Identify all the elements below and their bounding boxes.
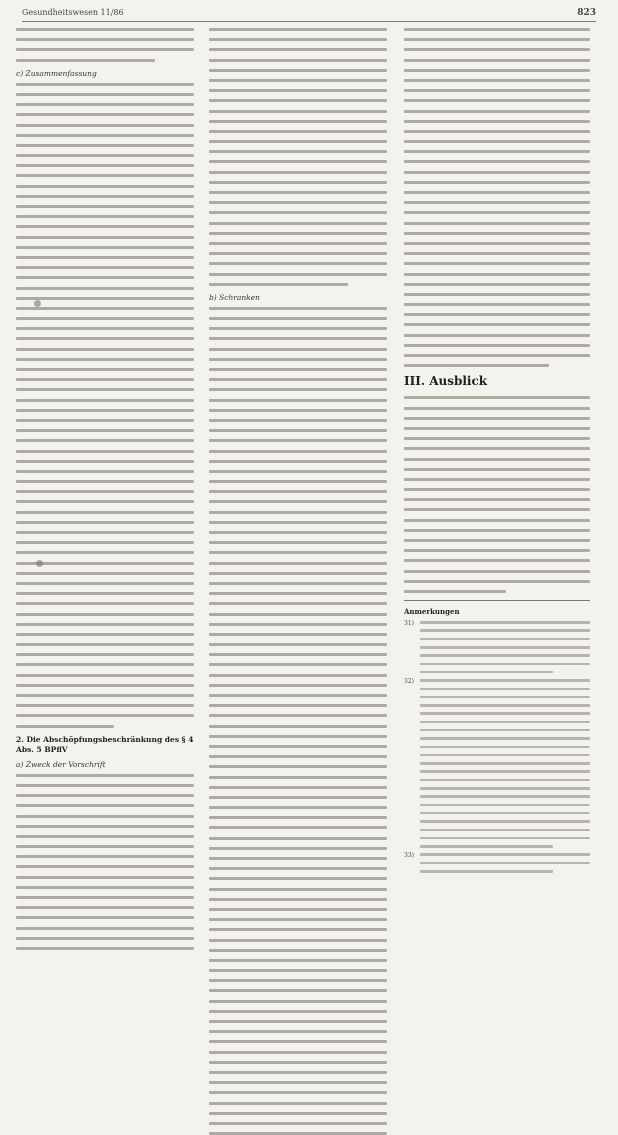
subheading: a) Zweck der Vorschrift — [16, 759, 106, 769]
punch-hole-mark — [34, 300, 41, 307]
running-header-left: Gesundheitswesen 11/86 — [22, 8, 124, 17]
paragraph-block — [16, 774, 194, 950]
paragraph-block — [16, 83, 194, 728]
footnote-number: 32) — [404, 678, 414, 686]
subheading: b) Schranken — [209, 292, 260, 302]
section-heading: 2. Die Abschöpfungsbeschränkung des § 4 Abs. 5 BPflV — [16, 734, 194, 754]
paragraph-block — [209, 28, 387, 286]
text-column-1 — [16, 28, 194, 828]
subheading: c) Zusammenfassung — [16, 68, 97, 78]
paragraph-block — [404, 396, 590, 593]
footnote — [404, 621, 590, 673]
notes-divider — [404, 600, 590, 601]
running-header — [22, 8, 596, 22]
section-heading-ausblick: III. Ausblick — [404, 374, 488, 389]
footnote — [404, 679, 590, 847]
page-number: 823 — [577, 8, 596, 18]
text-column-3 — [404, 28, 590, 860]
footnote-number: 33) — [404, 852, 414, 860]
header-rule — [22, 21, 596, 22]
paragraph-block — [209, 307, 387, 1135]
paragraph-block — [404, 28, 590, 367]
punch-hole-mark — [36, 560, 43, 567]
notes-heading: Anmerkungen — [404, 607, 460, 617]
text-column-2 — [209, 28, 387, 828]
footnote — [404, 853, 590, 872]
footnote-number: 31) — [404, 620, 414, 628]
paragraph-block — [16, 28, 194, 62]
